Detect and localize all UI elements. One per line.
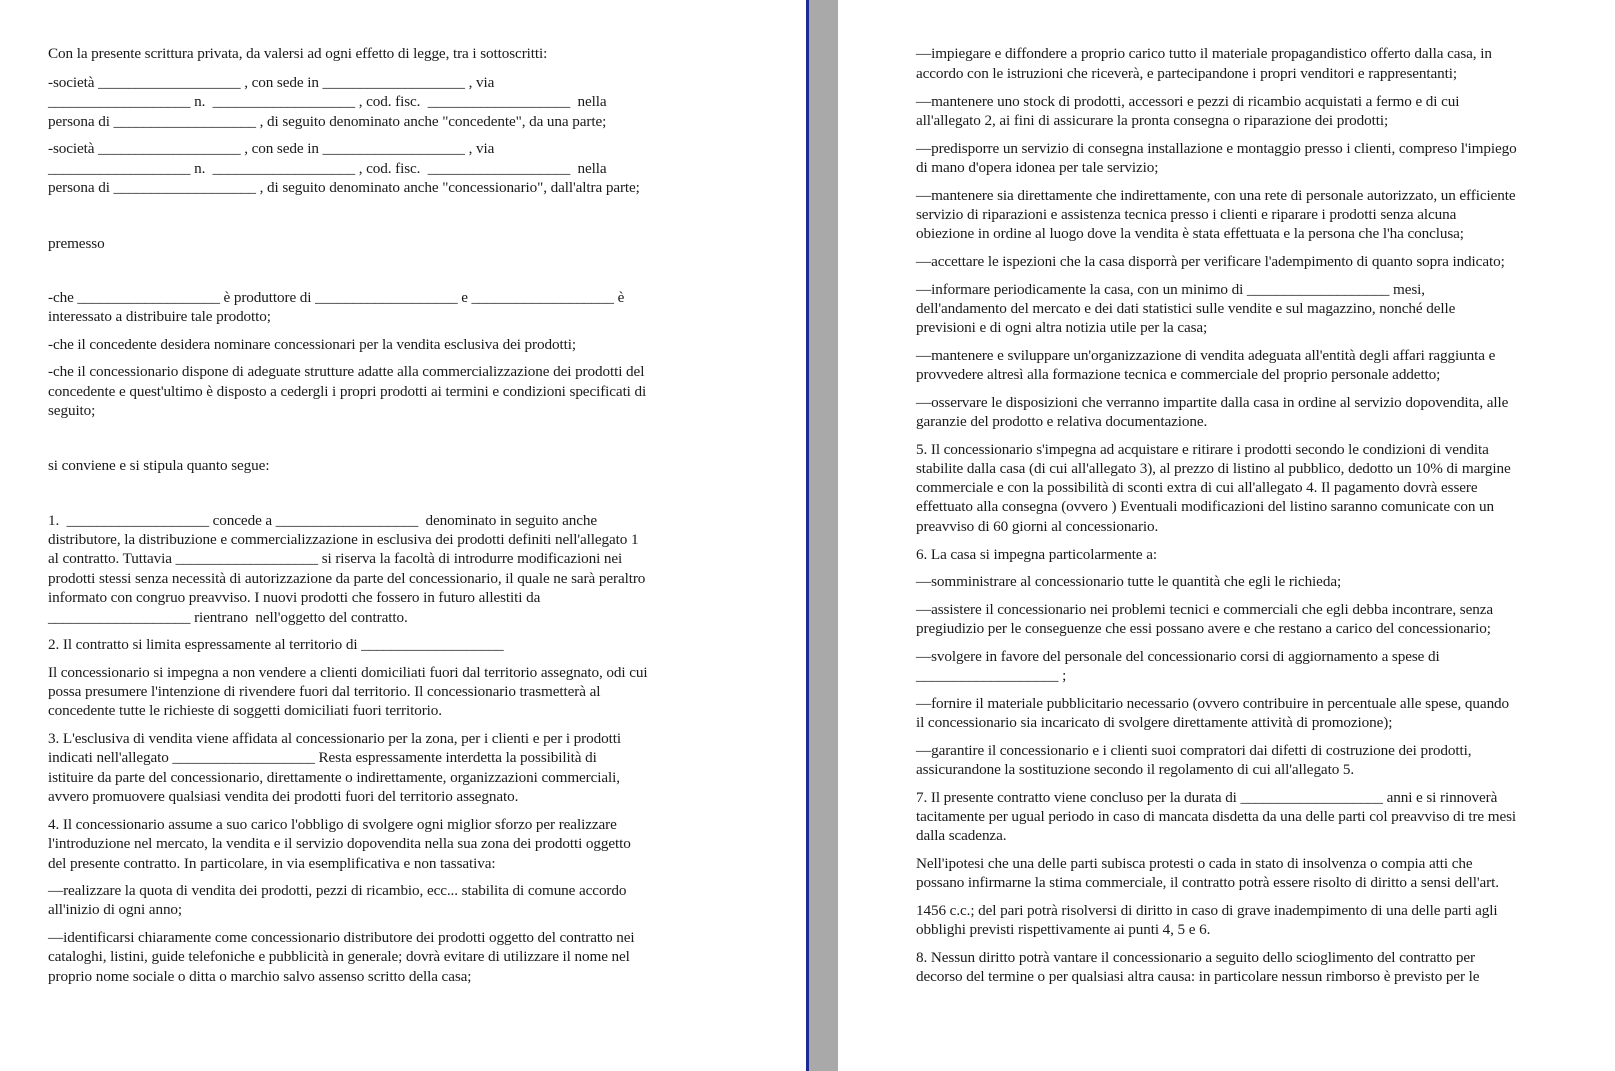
text-line: 6. La casa si impegna particolarmente a: — [916, 546, 1158, 563]
section-heading-conviene: si conviene e si stipula quanto segue: — [48, 457, 270, 474]
text-line: indicati nell'allegato ___________________ Resta espressamente interdetta la possibilità di — [48, 749, 597, 766]
text-line: stabilite dalla casa (di cui all'allegato 3), al prezzo di listino al pubblico, dedotto un 10% di margine — [916, 460, 1511, 477]
text-line: pregiudizio per le conseguenze che essi possano avere e che restano a carico del concessionario; — [916, 620, 1491, 637]
text-line: assicurandone la sostituzione secondo il regolamento di cui all'allegato 5. — [916, 761, 1355, 778]
text-line: dalla scadenza. — [916, 827, 1007, 844]
text-line: —accettare le ispezioni che la casa disporrà per verificare l'adempimento di quanto sopra indicato; — [916, 253, 1505, 270]
text-line: —realizzare la quota di vendita dei prodotti, pezzi di ricambio, ecc... stabilita di comune accordo — [48, 882, 627, 899]
text-line: Nell'ipotesi che una delle parti subisca protesti o cada in stato di insolvenza o compia atti che — [916, 855, 1473, 872]
document-page-left — [0, 0, 806, 1071]
text-line: previsioni e di ogni altra notizia utile per la casa; — [916, 319, 1208, 336]
text-line: Con la presente scrittura privata, da valersi ad ogni effetto di legge, tra i sottoscritti: — [48, 45, 548, 62]
text-line: —identificarsi chiaramente come concessionario distributore dei prodotti oggetto del contratto nei — [48, 929, 635, 946]
text-line: servizio di riparazioni e assistenza tecnica presso i clienti e riparare i prodotti senza alcuna — [916, 206, 1457, 223]
text-line: provvedere altresì alla formazione tecnica e commerciale del proprio personale addetto; — [916, 366, 1441, 383]
text-line: possano infirmarne la stima commerciale, il contratto potrà essere risolto di diritto a sensi dell'art. — [916, 874, 1499, 891]
text-line: decorso del termine o per qualsiasi altra causa: in particolare nessun rimborso è previsto per le — [916, 968, 1480, 985]
text-line: il concessionario sia incaricato di svolgere direttamente attività di promozione); — [916, 714, 1393, 731]
text-line: l'introduzione nel mercato, la vendita e il servizio dopovendita nella sua zona dei prodotti oggetto — [48, 835, 631, 852]
text-line: -che ___________________ è produttore di ___________________ e ___________________ è — [48, 289, 625, 306]
text-line: —impiegare e diffondere a proprio carico tutto il materiale propagandistico offerto dalla casa, in — [916, 45, 1492, 62]
text-line: 7. Il presente contratto viene concluso per la durata di ___________________ anni e si rinnoverà — [916, 789, 1498, 806]
text-line: 3. L'esclusiva di vendita viene affidata al concessionario per la zona, per i clienti e per i prodotti — [48, 730, 621, 747]
text-line: possa presumere l'intenzione di rivendere fuori dal territorio. Il concessionario trasmetterà al — [48, 683, 601, 700]
text-line: del presente contratto. In particolare, in via esemplificativa e non tassativa: — [48, 855, 496, 872]
text-line: cataloghi, listini, guide telefoniche e pubblicità in generale; dovrà evitare di utilizzare il nome nel — [48, 948, 630, 965]
text-line: proprio nome sociale o ditta o marchio salvo assenso scritto della casa; — [48, 968, 472, 985]
text-line: 1456 c.c.; del pari potrà risolversi di diritto in caso di grave inadempimento di una delle parti agli — [916, 902, 1498, 919]
text-line: obblighi previsti rispettivamente ai punti 4, 5 e 6. — [916, 921, 1211, 938]
page-gap — [806, 0, 838, 1071]
text-line: accordo con le istruzioni che riceverà, e partecipandone i propri venditori e rappresentanti; — [916, 65, 1458, 82]
section-heading-premesso: premesso — [48, 235, 105, 252]
text-line: ___________________ n. ___________________ , cod. fisc. ___________________ nella — [48, 93, 607, 110]
text-line: dell'andamento del mercato e dei dati statistici sulle vendite e sul magazzino, nonché delle — [916, 300, 1456, 317]
text-line: —osservare le disposizioni che verranno impartite dalla casa in ordine al servizio dopovendita, alle — [916, 394, 1509, 411]
text-line: —informare periodicamente la casa, con un minimo di ___________________ mesi, — [916, 281, 1425, 298]
text-line: -che il concedente desidera nominare concessionari per la vendita esclusiva dei prodotti; — [48, 336, 576, 353]
text-line: —mantenere e sviluppare un'organizzazione di vendita adeguata all'entità degli affari raggiunta e — [916, 347, 1496, 364]
text-line: istituire da parte del concessionario, direttamente o indirettamente, organizzazioni commerciali, — [48, 769, 620, 786]
text-line: Il concessionario si impegna a non vendere a clienti domiciliati fuori dal territorio assegnato, odi cui — [48, 664, 648, 681]
text-line: —svolgere in favore del personale del concessionario corsi di aggiornamento a spese di — [916, 648, 1440, 665]
text-line: -che il concessionario dispone di adeguate strutture adatte alla commercializzazione dei prodotti del — [48, 363, 645, 380]
text-line: distributore, la distribuzione e commercializzazione in esclusiva dei prodotti definiti nell'allegato 1 — [48, 531, 639, 548]
text-line: di mano d'opera idonea per tale servizio; — [916, 159, 1159, 176]
text-line: 8. Nessun diritto potrà vantare il concessionario a seguito dello scioglimento del contratto per — [916, 949, 1475, 966]
text-line: —mantenere sia direttamente che indirettamente, con una rete di personale autorizzato, un efficiente — [916, 187, 1516, 204]
text-line: persona di ___________________ , di seguito denominato anche "concedente", da una parte; — [48, 113, 607, 130]
text-line: avvero promuovere qualsiasi vendita dei prodotti fuori del territorio assegnato. — [48, 788, 519, 805]
text-line: all'inizio di ogni anno; — [48, 901, 183, 918]
text-line: 5. Il concessionario s'impegna ad acquistare e ritirare i prodotti secondo le condizioni di vendita — [916, 441, 1489, 458]
text-line: all'allegato 2, ai fini di assicurare la pronta consegna o riparazione dei prodotti; — [916, 112, 1389, 129]
document-page-right — [838, 0, 1615, 1071]
text-line: —fornire il materiale pubblicitario necessario (ovvero contribuire in percentuale alle spese, quando — [916, 695, 1510, 712]
text-line: 2. Il contratto si limita espressamente al territorio di ___________________ — [48, 636, 504, 653]
text-line: ___________________ ; — [916, 667, 1067, 684]
text-line: persona di ___________________ , di seguito denominato anche "concessionario", dall'altra parte; — [48, 179, 640, 196]
text-line: al contratto. Tuttavia ___________________ si riserva la facoltà di introdurre modificazioni nei — [48, 550, 623, 567]
text-line: —garantire il concessionario e i clienti suoi compratori dai difetti di costruzione dei prodotti, — [916, 742, 1472, 759]
text-line: commerciale e con la possibilità di sconti extra di cui all'allegato 4. Il pagamento dovrà essere — [916, 479, 1478, 496]
text-line: garanzie del prodotto e relativa documentazione. — [916, 413, 1208, 430]
text-line: 4. Il concessionario assume a suo carico l'obbligo di svolgere ogni miglior sforzo per realizzare — [48, 816, 617, 833]
text-line: —somministrare al concessionario tutte le quantità che egli le richieda; — [916, 573, 1342, 590]
text-line: informato con congruo preavviso. I nuovi prodotti che fossero in futuro allestiti da — [48, 589, 541, 606]
text-line: prodotti stessi senza necessità di autorizzazione da parte del concessionario, il quale ne sarà peraltro — [48, 570, 646, 587]
text-line: interessato a distribuire tale prodotto; — [48, 308, 271, 325]
text-line: -società ___________________ , con sede in ___________________ , via — [48, 74, 495, 91]
text-line: tacitamente per ugual periodo in caso di mancata disdetta da una delle parti col preavviso di tre mesi — [916, 808, 1517, 825]
text-line: preavviso di 60 giorni al concessionario. — [916, 518, 1159, 535]
text-line: ___________________ rientrano nell'oggetto del contratto. — [48, 609, 408, 626]
text-line: 1. ___________________ concede a ___________________ denominato in seguito anche — [48, 512, 598, 529]
text-line: —predisporre un servizio di consegna installazione e montaggio presso i clienti, compreso l'impiego — [916, 140, 1517, 157]
text-line: concedente tutte le richieste di soggetti domiciliati fuori territorio. — [48, 702, 442, 719]
page-border — [806, 0, 809, 1071]
text-line: —assistere il concessionario nei problemi tecnici e commerciali che egli debba incontrare, senza — [916, 601, 1493, 618]
text-line: obiezione in ordine al luogo dove la vendita è stata effettuata e la persona che l'ha conclusa; — [916, 225, 1464, 242]
text-line: —mantenere uno stock di prodotti, accessori e pezzi di ricambio acquistati a fermo e di cui — [916, 93, 1460, 110]
text-line: effettuato alla consegna (ovvero ) Eventuali modificazioni del listino saranno comunicate con un — [916, 498, 1495, 515]
text-line: concedente e quest'ultimo è disposto a cedergli i propri prodotti ai termini e condizioni specificati di — [48, 383, 647, 400]
text-line: -società ___________________ , con sede in ___________________ , via — [48, 140, 495, 157]
text-line: ___________________ n. ___________________ , cod. fisc. ___________________ nella — [48, 160, 607, 177]
text-line: seguito; — [48, 402, 96, 419]
